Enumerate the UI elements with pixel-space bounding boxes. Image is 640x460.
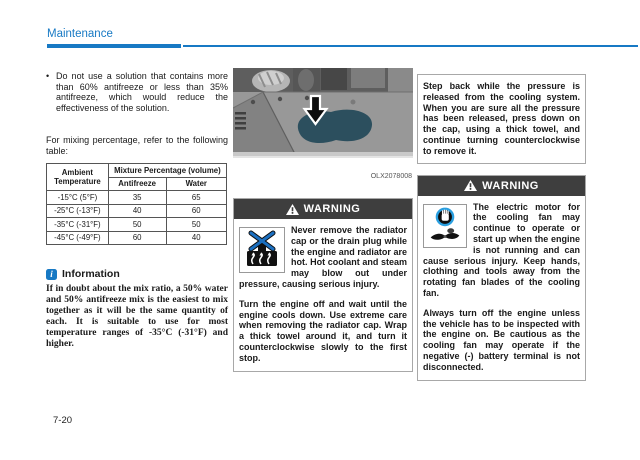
table-row (47, 231, 227, 245)
section-header: Maintenance (47, 28, 113, 40)
header-rule (183, 45, 638, 47)
information-title: Information (62, 268, 120, 281)
right-column (417, 74, 586, 381)
cell-antifreeze: 35 (108, 191, 166, 205)
table-header-mixture-percentage: Mixture Percentage (volume) (108, 164, 226, 178)
bullet-item (46, 71, 228, 114)
cell-temp: -25°C (-13°F) (47, 204, 109, 218)
left-column (46, 71, 228, 350)
mixture-percentage-table (46, 163, 227, 245)
table-subheader-antifreeze: Antifreeze (108, 177, 166, 191)
cell-water: 40 (166, 231, 226, 245)
bullet-marker: • (46, 71, 50, 81)
cell-water: 50 (166, 218, 226, 232)
warning-paragraph-2: Turn the engine off and wait until the engine cools down. Use extreme care when removing the radiator cap. Wrap a thick towel around it, and turn it counterclockwise slowly to the first stop. (239, 298, 407, 363)
cell-water: 60 (166, 204, 226, 218)
warning-triangle-icon (464, 180, 477, 191)
warning-body (234, 219, 412, 371)
cell-temp: -15°C (5°F) (47, 191, 109, 205)
header-accent-bar (47, 44, 181, 48)
table-row (47, 191, 227, 205)
warning-body (418, 196, 585, 380)
warning-paragraph-1: The electric motor for the cooling fan may continue to operate or start up when the engine is not running and can cause serious injury. Keep hands, clothing and tools away from the rotating fan blades of the cooling fan. (423, 201, 580, 298)
cell-water: 65 (166, 191, 226, 205)
engine-bay-photo (233, 68, 413, 190)
table-intro-text: For mixing percentage, refer to the following table: (46, 134, 228, 156)
warning-title: WARNING (482, 179, 539, 192)
table-header-ambient-temperature: Ambient Temperature (47, 164, 109, 191)
warning-triangle-icon (286, 204, 299, 215)
cell-antifreeze: 50 (108, 218, 166, 232)
warning-title: WARNING (303, 203, 361, 215)
warning-header (418, 176, 585, 196)
photo-caption: OLX2078008 (370, 173, 412, 180)
information-header (46, 268, 228, 280)
page-number: 7-20 (53, 415, 73, 426)
warning-box-radiator (233, 198, 413, 372)
information-body: If in doubt about the mix ratio, a 50% water and 50% antifreeze mix is the easiest to mix together as it will be the same quantity of each. It is suitable to use for most temperature ranges of -35°C (-31°F) and higher. (46, 284, 228, 349)
warning-continuation-box (417, 74, 586, 164)
table-subheader-water: Water (166, 177, 226, 191)
warning-box-cooling-fan (417, 175, 586, 381)
info-icon: i (46, 269, 57, 280)
cell-temp: -45°C (-49°F) (47, 231, 109, 245)
cell-antifreeze: 60 (108, 231, 166, 245)
middle-column (233, 68, 413, 372)
bullet-text: Do not use a solution that contains more than 60% antifreeze or less than 35% antifreeze, which would reduce the effectiveness of the solution. (56, 71, 228, 114)
warning-paragraph-3: Step back while the pressure is released from the cooling system. When you are sure all the pressure has been released, press down on the cap, using a thick towel, and continue turning counterclockwise to remove it. (423, 81, 580, 156)
warning-paragraph-1: Never remove the radiator cap or the drain plug while the engine and radiator are hot. Hot coolant and steam may blow out under pressure, causing serious injury. (239, 225, 407, 289)
engine-bay-coolant-reservoir-photo (233, 68, 413, 190)
table-row (47, 204, 227, 218)
radiator-cap-crossed-icon (239, 227, 285, 273)
warning-paragraph-2: Always turn off the engine unless the vehicle has to be inspected with the engine on. Be cautious as the cooling fan may operate if the negative (-) battery terminal is not disconnected. (423, 307, 580, 372)
cell-antifreeze: 40 (108, 204, 166, 218)
table-row (47, 218, 227, 232)
cooling-fan-hand-hazard-icon (423, 204, 467, 248)
cell-temp: -35°C (-31°F) (47, 218, 109, 232)
warning-header (234, 199, 412, 219)
